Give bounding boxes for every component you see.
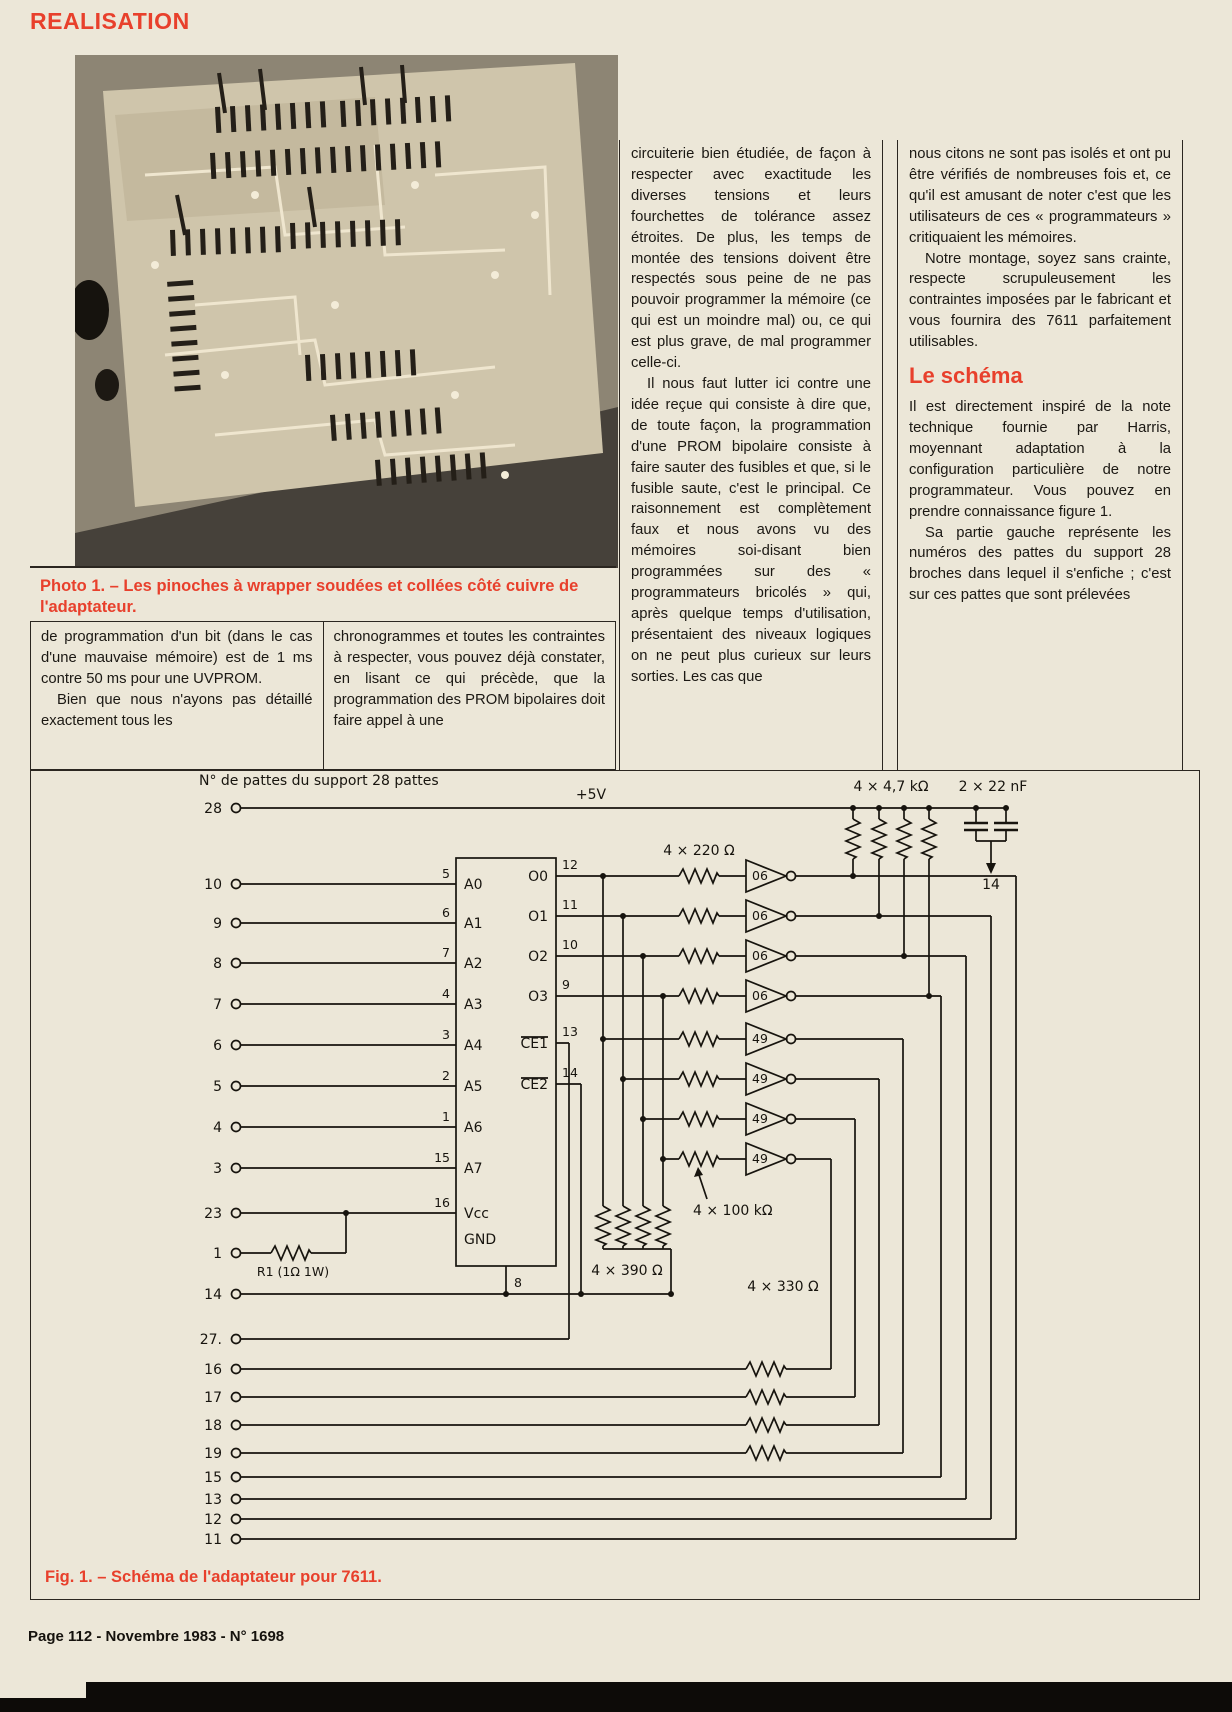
text-column-2 xyxy=(323,622,616,769)
r330-label: 4 × 330 Ω xyxy=(747,1279,819,1295)
terminal-label: 3 xyxy=(213,1161,222,1177)
photo-connector-blob-2 xyxy=(95,369,119,401)
pullup-label: 4 × 4,7 kΩ xyxy=(853,779,929,795)
svg-text:GND: GND xyxy=(464,1232,497,1248)
paragraph: Bien que nous n'ayons pas détaillé exactement tous les xyxy=(41,691,313,729)
label-arrow xyxy=(694,1167,703,1177)
svg-text:06: 06 xyxy=(752,868,768,883)
svg-text:13: 13 xyxy=(562,1024,578,1039)
svg-text:CE1: CE1 xyxy=(520,1036,548,1052)
svg-text:A7: A7 xyxy=(464,1161,483,1177)
schematic-drawing xyxy=(31,771,1197,1553)
svg-text:CE2: CE2 xyxy=(520,1077,548,1093)
capacitor-label: 2 × 22 nF xyxy=(958,779,1028,795)
gate-labels xyxy=(752,868,768,1166)
scan-artifact-bar xyxy=(86,1682,1232,1712)
text-column-1 xyxy=(31,622,323,769)
paragraph: chronogrammes et toutes les contraintes à respecter, vous pouvez déjà constater, en lisant ce qui précède, que la programmation des PROM bipolaires doit faire appel à une xyxy=(333,629,605,729)
terminal-label: 6 xyxy=(213,1038,222,1054)
svg-text:06: 06 xyxy=(752,948,768,963)
terminal-label: 14 xyxy=(204,1287,222,1303)
svg-text:Vcc: Vcc xyxy=(464,1206,489,1222)
section-masthead: REALISATION xyxy=(30,8,190,34)
left-terminals xyxy=(200,801,241,1548)
terminal-label: 9 xyxy=(213,916,222,932)
terminal-label: 17 xyxy=(204,1390,222,1406)
scan-artifact-bar-2 xyxy=(0,1698,92,1712)
svg-text:16: 16 xyxy=(434,1195,450,1210)
svg-text:7: 7 xyxy=(442,945,450,960)
terminal-label: 1 xyxy=(213,1246,222,1262)
svg-text:A1: A1 xyxy=(464,916,483,932)
svg-text:06: 06 xyxy=(752,908,768,923)
svg-text:4: 4 xyxy=(442,986,450,1001)
terminal-label: 28 xyxy=(204,801,222,817)
svg-text:14: 14 xyxy=(562,1065,578,1080)
svg-text:1: 1 xyxy=(442,1109,450,1124)
terminal-label: 27. xyxy=(199,1332,222,1348)
svg-text:49: 49 xyxy=(752,1111,768,1126)
svg-text:A0: A0 xyxy=(464,877,483,893)
capacitor-symbols xyxy=(964,823,1018,830)
plus5v-label: +5V xyxy=(575,787,607,803)
svg-text:2: 2 xyxy=(442,1068,450,1083)
svg-text:A5: A5 xyxy=(464,1079,483,1095)
svg-text:10: 10 xyxy=(562,937,578,952)
terminal-label: 11 xyxy=(204,1532,222,1548)
r220-label: 4 × 220 Ω xyxy=(663,843,735,859)
svg-text:O1: O1 xyxy=(528,909,548,925)
r1-label: R1 (1Ω 1W) xyxy=(256,1264,330,1279)
svg-text:O2: O2 xyxy=(528,949,548,965)
paragraph: de programmation d'un bit (dans le cas d'une mauvaise mémoire) est de 1 ms contre 50 ms pour une UVPROM. xyxy=(41,629,313,687)
svg-text:A2: A2 xyxy=(464,956,483,972)
paragraph: Il nous faut lutter ici contre une idée reçue qui consiste à dire que, de toute façon, la programmation d'une PROM bipolaire consiste à faire sauter des fusibles et que, si le fusible saute, c'est le principal. Ce raisonnement est complètement faux et nous avons vu des mémoires soi-disant bien programmées sur des « programmateurs bricolés » qui, après quelque temps d'utilisation, présentaient des niveaux logiques on ne peut plus curieux sur leurs sorties. Les cas que xyxy=(631,375,871,685)
terminal-label: 13 xyxy=(204,1492,222,1508)
terminal-label: 18 xyxy=(204,1418,222,1434)
svg-text:49: 49 xyxy=(752,1071,768,1086)
ic-left-pins xyxy=(434,866,522,1290)
svg-text:9: 9 xyxy=(562,977,570,992)
r100k-label: 4 × 100 kΩ xyxy=(693,1203,773,1219)
terminal-label: 12 xyxy=(204,1512,222,1528)
svg-text:12: 12 xyxy=(562,857,578,872)
terminal-label: 4 xyxy=(213,1120,222,1136)
photo-circuit-board xyxy=(75,55,618,568)
schematic-wires xyxy=(241,808,1017,1539)
terminal-label: 8 xyxy=(213,956,222,972)
page-footer: Page 112 - Novembre 1983 - N° 1698 xyxy=(28,1628,285,1645)
support-note: N° de pattes du support 28 pattes xyxy=(199,773,439,789)
terminal-label: 16 xyxy=(204,1362,222,1378)
paragraph: Notre montage, soyez sans crainte, respecte scrupuleusement les contraintes imposées par le fabricant et vous fournira des 7611 parfaitement utilisables. xyxy=(909,250,1171,351)
svg-text:11: 11 xyxy=(562,897,578,912)
svg-text:A4: A4 xyxy=(464,1038,483,1054)
text-column-4 xyxy=(897,140,1183,770)
svg-text:06: 06 xyxy=(752,988,768,1003)
svg-text:5: 5 xyxy=(442,866,450,881)
terminal-label: 5 xyxy=(213,1079,222,1095)
section-heading: Le schéma xyxy=(909,363,1023,389)
svg-text:O0: O0 xyxy=(528,869,548,885)
lower-left-columns xyxy=(30,621,616,770)
photo-caption: Photo 1. – Les pinoches à wrapper soudées et collées côté cuivre de l'adaptateur. xyxy=(30,566,616,619)
svg-text:49: 49 xyxy=(752,1151,768,1166)
photo-illustration xyxy=(75,55,618,568)
svg-text:O3: O3 xyxy=(528,989,548,1005)
text-column-3 xyxy=(619,140,883,770)
svg-text:8: 8 xyxy=(514,1275,522,1290)
svg-text:A6: A6 xyxy=(464,1120,483,1136)
terminal-label: 7 xyxy=(213,997,222,1013)
figure-1-schematic xyxy=(30,770,1200,1600)
terminal-label: 10 xyxy=(204,877,222,893)
paragraph: Il est directement inspiré de la note technique fournie par Harris, moyennant adaptation à la configuration particulière de notre programmateur. Vous pouvez en prendre connaissance figure 1. xyxy=(909,399,1171,520)
terminal-label: 19 xyxy=(204,1446,222,1462)
terminal-label: 15 xyxy=(204,1470,222,1486)
paragraph: nous citons ne sont pas isolés et ont pu être vérifiés de nombreuses fois et, ce qu'il est amusant de noter c'est que les utilisateurs de ces « programmateurs » critiquaient les mémoires. xyxy=(909,146,1171,246)
svg-text:49: 49 xyxy=(752,1031,768,1046)
paragraph: Sa partie gauche représente les numéros des pattes du support 28 broches dans lequel il s'enfiche ; c'est sur ces pattes que sont prélevées xyxy=(909,524,1171,604)
ground-arrow xyxy=(986,863,996,874)
figure-caption: Fig. 1. – Schéma de l'adaptateur pour 7611. xyxy=(45,1568,382,1586)
terminal-label: 23 xyxy=(204,1206,222,1222)
paragraph: circuiterie bien étudiée, de façon à respecter avec exactitude les diverses tensions et leurs fourchettes de tolérance assez étroites. De plus, les temps de montée des tensions doivent être respectés sous peine de ne pas pouvoir programmer la mémoire (ce qui est un moindre mal) ou, ce qui est plus grave, de mal programmer celle-ci. xyxy=(631,146,871,372)
svg-text:3: 3 xyxy=(442,1027,450,1042)
r390-label: 4 × 390 Ω xyxy=(591,1263,663,1279)
cap-ground-pin: 14 xyxy=(982,877,1000,893)
svg-text:6: 6 xyxy=(442,905,450,920)
svg-text:A3: A3 xyxy=(464,997,483,1013)
svg-text:15: 15 xyxy=(434,1150,450,1165)
